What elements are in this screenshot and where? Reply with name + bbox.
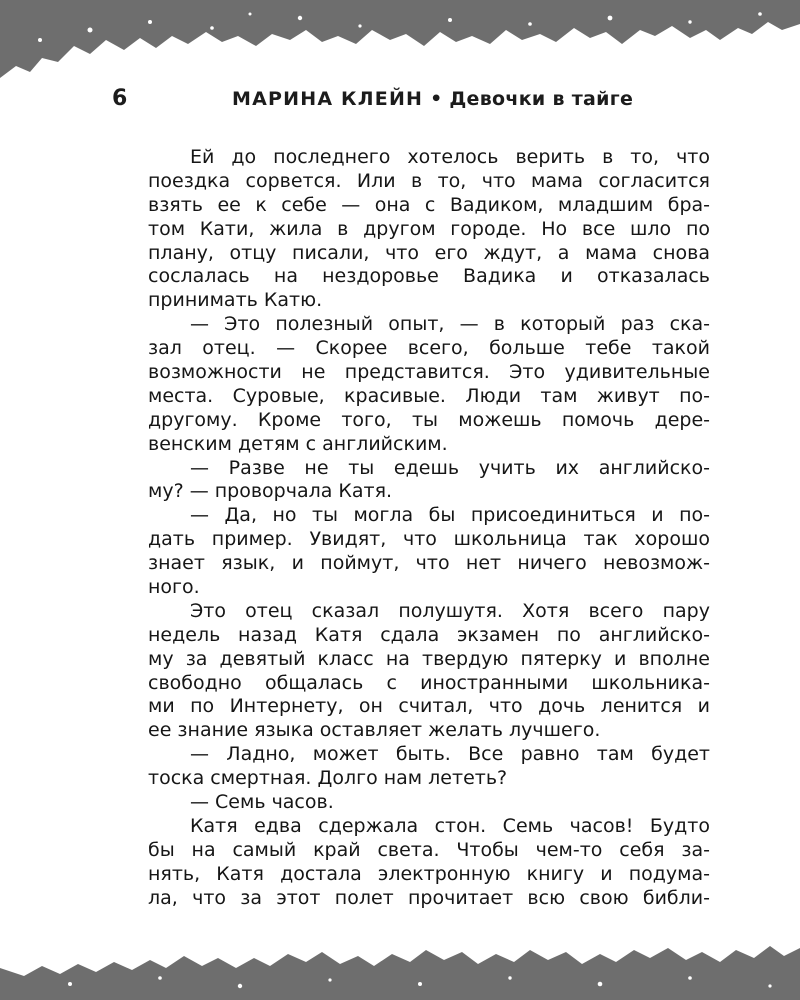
text-line: — Разве не ты едешь учить их английско- xyxy=(190,456,710,479)
text-line: взять ее к себе — она с Вадиком, младшим бра- xyxy=(148,193,710,216)
torn-paper-top-border xyxy=(0,0,800,80)
text-line: места. Суровые, красивые. Люди там живут по- xyxy=(148,384,710,407)
text-line: — Да, но ты могла бы присоединиться и по- xyxy=(190,504,710,527)
text-line: принимать Катю. xyxy=(148,289,323,312)
text-line: ее знание языка оставляет желать лучшего. xyxy=(148,719,601,742)
body-text xyxy=(148,146,710,911)
running-title xyxy=(232,88,633,110)
text-line: зал отец. — Скорее всего, больше тебе такой xyxy=(148,337,710,360)
book-title: Девочки в тайге xyxy=(449,88,634,110)
text-line: — Это полезный опыт, — в который раз ска- xyxy=(190,313,710,336)
text-line: Ей до последнего хотелось верить в то, что xyxy=(190,146,710,168)
text-line: венским детям с английским. xyxy=(148,432,448,455)
text-line: свободно общалась с иностранными школьника- xyxy=(148,671,710,694)
text-line: ла, что за этот полет прочитает всю свою библи- xyxy=(148,886,710,909)
header-separator: • xyxy=(430,88,443,110)
text-line: плану, отцу писали, что его ждут, а мама снова xyxy=(148,241,710,264)
torn-paper-bottom-border xyxy=(0,928,800,1000)
text-line: бы на самый край света. Чтобы чем-то себя за- xyxy=(148,838,710,861)
text-line: тоска смертная. Долго нам лететь? xyxy=(148,767,508,790)
text-line: ного. xyxy=(148,576,200,599)
text-line: сослалась на нездоровье Вадика и отказалась xyxy=(148,265,710,288)
text-line: знает язык, и поймут, что нет ничего невозмож- xyxy=(148,552,710,575)
text-line: — Семь часов. xyxy=(190,791,334,814)
text-line: — Ладно, может быть. Все равно там будет xyxy=(190,743,710,766)
text-line: возможности не представится. Это удивительные xyxy=(148,361,710,384)
text-line: му? — проворчала Катя. xyxy=(148,480,393,503)
author-name: МАРИНА КЛЕЙН xyxy=(232,88,424,110)
text-line: том Кати, жила в другом городе. Но все шло по xyxy=(148,217,710,240)
text-line: дать пример. Увидят, что школьница так хорошо xyxy=(148,528,710,551)
running-header xyxy=(0,86,800,114)
text-line: недель назад Катя сдала экзамен по английско- xyxy=(148,623,710,646)
text-line: Катя едва сдержала стон. Семь часов! Будто xyxy=(190,814,710,837)
text-line: Это отец сказал полушутя. Хотя всего пару xyxy=(190,599,710,622)
text-line: поездка сорвется. Или в то, что мама согласится xyxy=(148,169,710,192)
page-number: 6 xyxy=(112,86,128,111)
text-line: му за девятый класс на твердую пятерку и вполне xyxy=(148,647,710,670)
text-line: нять, Катя достала электронную книгу и подума- xyxy=(148,862,710,885)
text-line: ми по Интернету, он считал, что дочь ленится и xyxy=(148,695,710,718)
text-line: другому. Кроме того, ты можешь помочь дере- xyxy=(148,408,710,431)
